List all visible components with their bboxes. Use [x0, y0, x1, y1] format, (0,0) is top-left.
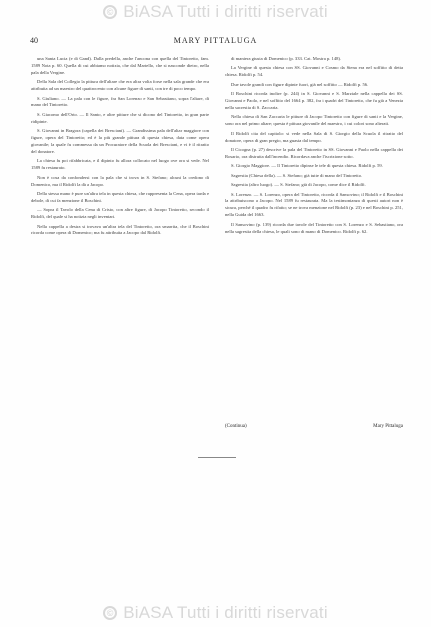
right-column [225, 56, 403, 238]
watermark-top [0, 2, 431, 22]
paragraph: Il Cicogna (p. 27) descrive la pala del Tintoretto in SS. Giovanni e Paolo nella cappella dei Rosario, ora distrutta dall'incendio. Ricordava anche l'iscrizione sotto. [225, 146, 403, 159]
paragraph: Sagrestia (Chiesa della). — S. Stefano; già tutte di mano del Tintoretto. [231, 172, 363, 178]
copyright-icon: © [103, 606, 117, 620]
paragraph: Due tavole grandi con figure dipinte fuori, già nel soffitto — Ridolfi p. 56. [231, 81, 369, 87]
paragraph: di maniera giusta di Domenico (p. 333. Cat. Mostra p. 148). [231, 56, 342, 61]
copyright-icon: © [103, 5, 117, 19]
paragraph: La Vergine di questa chiesa con SS. Giovanni e Cosmo da Siena era nel soffitto di detta chiesa. Ridolfi p. 54. [225, 65, 403, 78]
paragraph: Sagrestia (altro luogo). — S. Stefano; già di Jacopo, come dice il Ridolfi. [231, 182, 366, 188]
paragraph: una Santa Lucia (e di Gand). Dalla predella, anche l'ancona con quella del Tintoretto, fam. 1589 Nota p. 60. Quella di cui abbiamo notizia, che dal Martello, che si nasconde dietro, nella pala della Vergine. [31, 56, 209, 75]
paragraph: Il Boschini ricorda inoltre (p. 244) in S. Giovanni e S. Marziale nella cappella dei SS. Giovanni e Paolo, e nel soffitto del 1664 p. 382, fra i quadri del Tintoretto, che fu già a Venezia nella sacrestia di S. Zaccaria. [225, 91, 403, 110]
continued-note: (Continua) [225, 424, 247, 429]
paragraph: S. Giovanni in Bragora (capella dei Bresciani). — Grandissima pala dell'altar maggiore con figure, opera del Tintoretto; ed è la più grande pittura di questa chiesa, data come opera giovanile; la quale fu commessa da un Procuratore della Scuola dei Bresciani, e vi è il ritratto del donatore. [31, 128, 209, 154]
paragraph: La chiesa fu poi rifabbricata, e il dipinto fu allora collocato nel luogo ove ora si vede. Nel 1589 fu restaurato. [31, 158, 209, 171]
author-signature: Mary Pittaluga [373, 424, 403, 429]
running-title: MARY PITTALUGA [173, 36, 258, 45]
watermark-text: BiASA Tutti i diritti riservati [123, 2, 328, 21]
paragraph: Nella chiesa di San Zaccaria le pitture di Jacopo Tintoretto con figure di santi e la Vergine, sono ora nel primo altare; questa è pittura giovanile del maestro, i cui colori sono alterati. [225, 114, 403, 127]
paragraph: Il Ridolfi cita del capitolo: si vede nella Sala di S. Giorgio della Scuola il ritratto del donatore, opera di gran pregio, ma guasta dal tempo. [225, 130, 403, 143]
paragraph: S. Giorgio Maggiore. — Il Tintoretto dipinse le tele di questa chiesa. Ridolfi p. 59. [231, 163, 383, 169]
left-column [31, 56, 209, 240]
page-header [30, 36, 401, 48]
watermark-bottom [0, 603, 431, 623]
paragraph: Il Sansovino (p. 139) ricorda due tavole del Tintoretto con S. Lorenzo e S. Sebastiano, ora nella sagrestia della chiesa, le quali sono di mano di Domenico. Ridolfi p. 62. [225, 221, 403, 234]
paragraph: Della Sala del Collegio la pittura dell'altare che era altra volta forse nella sala grande che era attribuita ad un maestro del quattrocento con alcune figure di santi, con tre di poco tempo. [31, 79, 209, 92]
end-rule [198, 457, 236, 458]
paragraph: S. Giacomo dell'Orio. — Il Santo, e altre pitture che si dicono del Tintoretto, in gran parte ridipinte. [31, 111, 209, 124]
paragraph: S. Lorenzo. — S. Lorenzo, opera del Tintoretto, ricorda il Sansovino; il Ridolfi e il Boschini la attribuiscono a Jacopo. Nel 1589 fu restaurata. Ma la testimonianza di questi autori non è sicura, perché il quadro fu rifatto; se ne trova menzione nel Ridolfi (p. 23) e nel Boschini p. 251, nella Guida del 1663. [225, 191, 403, 218]
paragraph: Della stessa mano è pure un'altra tela in questa chiesa, che rappresenta la Cena, opera tarda e debole, di cui fa menzione il Boschini. [31, 190, 209, 203]
paragraph: — Sopra il Tavolo della Cena di Cristo, con altre figure, di Jacopo Tintoretto, secondo il Ridolfi, del quale si ha notizia negli inventari. [31, 207, 209, 220]
watermark-text: BiASA Tutti i diritti riservati [123, 603, 328, 622]
signature-row [225, 424, 403, 429]
paragraph: Nella cappella a destra si trovava un'altra tela del Tintoretto, ora smarrita, che il Boschini ricorda come opera di Domenico; ma fu attribuita a Jacopo dal Ridolfi. [31, 223, 209, 236]
page-number: 40 [30, 36, 38, 45]
paragraph: Non è cosa da confondersi con la pala che si trova in S. Stefano; alcuni la credono di Domenico, ma il Ridolfi la dà a Jacopo. [31, 174, 209, 187]
paragraph: S. Giuliano. — La pala con le figure, fra San Lorenzo e San Sebastiano, sopra l'altare, di mano del Tintoretto. [31, 95, 209, 108]
